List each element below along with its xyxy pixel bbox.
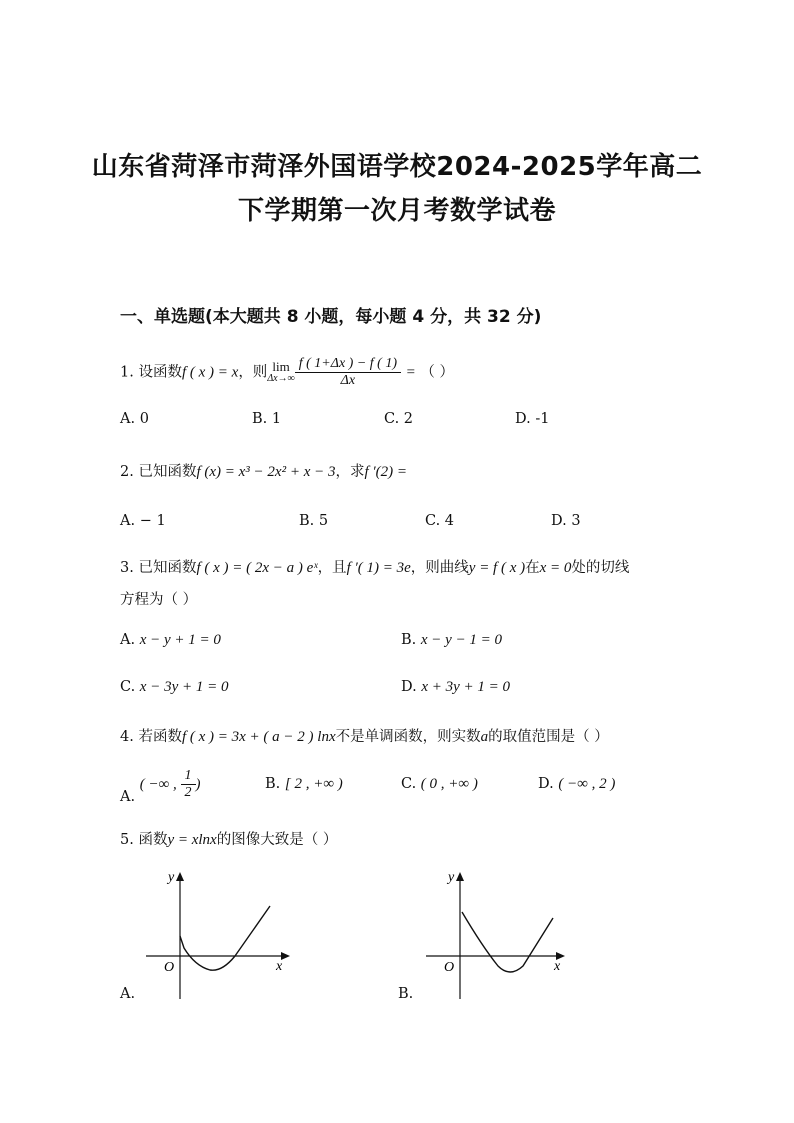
q5-graph-a: [140, 866, 300, 1006]
math-expression: x = 0: [539, 560, 572, 576]
fraction-denominator: Δx: [340, 373, 356, 388]
option-label: B.: [265, 776, 281, 792]
q4-option-c: [401, 776, 478, 793]
function-curve: [462, 912, 553, 972]
question-3: [120, 556, 629, 577]
option-label: A.: [120, 632, 136, 648]
option-label: D.: [401, 679, 417, 695]
q3-option-a: [120, 632, 221, 649]
option-label: C.: [401, 776, 417, 792]
limit-label: lim: [272, 358, 290, 374]
option-expression: x − y − 1 = 0: [420, 632, 503, 648]
q3-option-d: [401, 679, 510, 696]
q2-option-b: B. 5: [299, 513, 329, 529]
document-title-line2: 下学期第一次月考数学试卷: [237, 196, 556, 226]
question-text: 不是单调函数，则实数: [335, 729, 481, 745]
answer-paren: （ ）: [420, 364, 454, 381]
question-text: ，则曲线: [410, 560, 469, 576]
math-variable: a: [480, 729, 489, 745]
equals-sign: =: [405, 364, 416, 381]
fraction-numerator: 1: [181, 768, 196, 785]
question-text: 函数: [138, 832, 168, 848]
math-expression: f ′( 1) = 3e: [346, 560, 411, 576]
question-number: 5.: [120, 832, 134, 848]
option-expression: ( 0 , +∞ ): [420, 776, 478, 792]
q1-option-c: C. 2: [384, 411, 414, 427]
math-expression: y = xlnx: [167, 832, 217, 848]
option-expression: x − y + 1 = 0: [139, 632, 221, 648]
q5-graph-b: [420, 866, 580, 1006]
limit-subscript: Δx→∞: [267, 372, 295, 384]
q4-option-b: [265, 776, 343, 793]
q1-option-a: A. 0: [120, 411, 149, 427]
q3-option-c: [120, 679, 228, 696]
question-text: 若函数: [138, 729, 182, 745]
question-5: [120, 828, 337, 849]
q1-option-d: D. -1: [515, 411, 550, 427]
question-4: [120, 725, 609, 746]
x-axis-label: x: [554, 959, 561, 974]
question-number: 4.: [120, 729, 134, 745]
option-expression: x − 3y + 1 = 0: [139, 679, 229, 695]
y-axis-label: y: [168, 870, 175, 885]
math-expression: f ( x ) = ( 2x − a ) eˣ: [196, 560, 318, 576]
question-3-line2: 方程为（ ）: [120, 592, 198, 608]
question-text: 处的切线: [571, 560, 630, 576]
question-2: [120, 460, 407, 481]
question-text: 已知函数: [138, 464, 197, 480]
q3-option-b: [401, 632, 502, 649]
q2-option-a: A. − 1: [120, 513, 166, 529]
math-expression: f ( x ) = 3x + ( a − 2 ) lnx: [181, 729, 336, 745]
option-expression: x + 3y + 1 = 0: [421, 679, 511, 695]
question-text: ，求: [335, 464, 365, 480]
option-expression: ( −∞ , 2 ): [558, 776, 616, 792]
x-axis-label: x: [276, 959, 283, 974]
question-number: 2.: [120, 464, 134, 480]
fraction: [181, 768, 196, 801]
math-expression: f (x) = x³ − 2x² + x − 3: [196, 464, 336, 480]
origin-label: O: [444, 960, 455, 975]
question-number: 3.: [120, 560, 134, 576]
q5-option-b-label: B.: [398, 986, 414, 1002]
question-text: ，且: [317, 560, 347, 576]
fraction: [295, 356, 401, 389]
option-expression: ): [195, 776, 201, 793]
q4-option-d: [538, 776, 615, 793]
question-text: ，则: [238, 364, 268, 381]
fraction-numerator: f ( 1+Δx ) − f ( 1): [295, 356, 401, 373]
q1-option-b: B. 1: [252, 411, 282, 427]
q2-option-d: D. 3: [551, 513, 581, 529]
y-axis-label: y: [448, 870, 455, 885]
fraction-denominator: 2: [184, 785, 192, 800]
option-label: C.: [120, 679, 136, 695]
question-text: 已知函数: [138, 560, 197, 576]
limit-operator: [267, 358, 295, 385]
question-text: 在: [525, 560, 540, 576]
x-axis-arrow-icon: [281, 952, 290, 960]
q4-option-a: [120, 768, 201, 805]
math-expression: y = f ( x ): [468, 560, 526, 576]
math-expression: f ′(2) =: [364, 464, 408, 480]
question-1: [120, 356, 454, 389]
question-text: 设函数: [138, 364, 182, 381]
y-axis-arrow-icon: [456, 872, 464, 881]
question-text: 的图像大致是（ ）: [216, 832, 338, 848]
math-expression: f ( x ) = x: [181, 364, 239, 381]
question-number: 1.: [120, 364, 134, 381]
document-title-line1: 山东省菏泽市菏泽外国语学校2024-2025学年高二: [91, 152, 703, 182]
question-text: 的取值范围是（ ）: [488, 729, 609, 745]
section-heading: 一、单选题(本大题共 8 小题，每小题 4 分，共 32 分): [120, 307, 542, 327]
q5-option-a-label: A.: [120, 986, 136, 1002]
option-expression: [ 2 , +∞ ): [284, 776, 343, 792]
option-label: B.: [401, 632, 417, 648]
option-label: D.: [538, 776, 554, 792]
function-curve: [180, 906, 270, 970]
q2-option-c: C. 4: [425, 513, 455, 529]
option-expression: ( −∞ ,: [139, 776, 181, 793]
y-axis-arrow-icon: [176, 872, 184, 881]
origin-label: O: [164, 960, 175, 975]
option-label: A.: [120, 788, 136, 805]
